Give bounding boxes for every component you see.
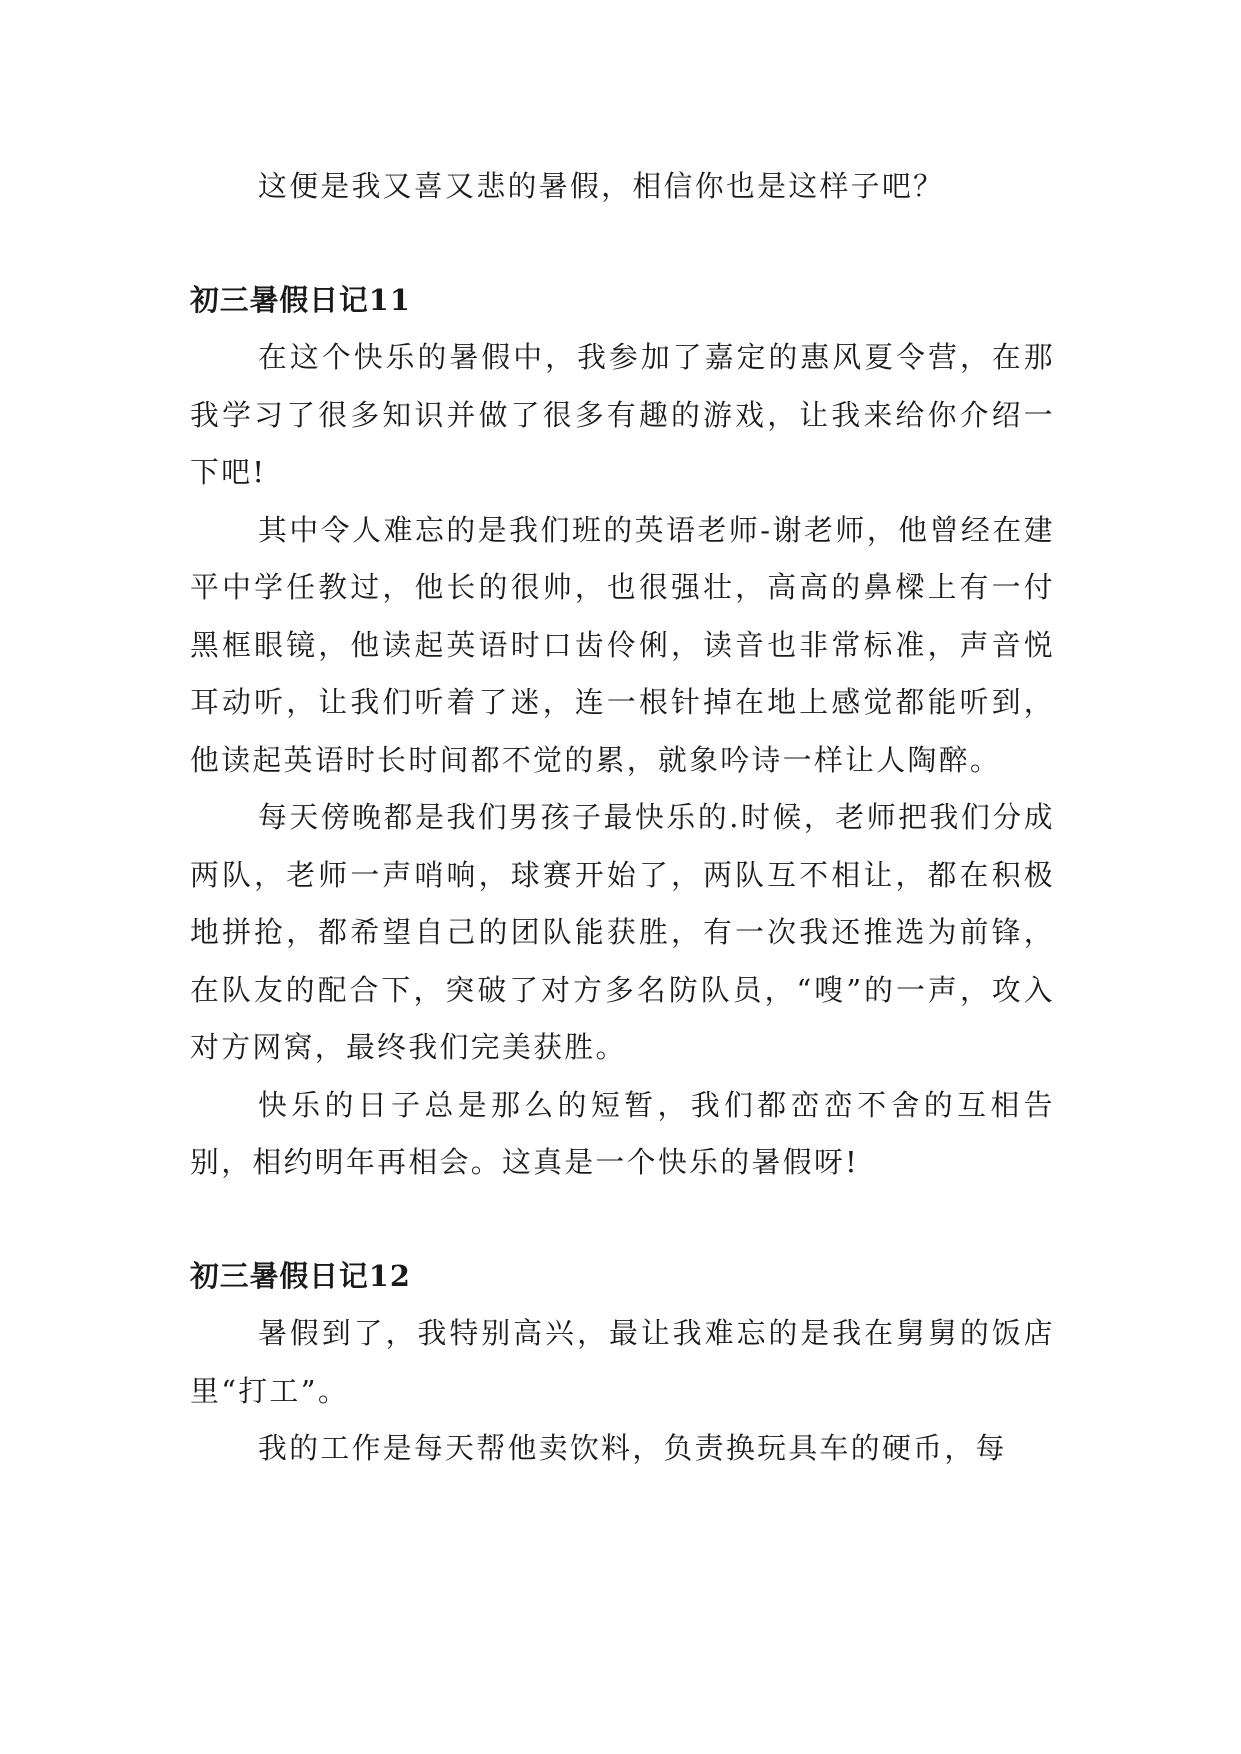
section-spacer xyxy=(190,1192,1055,1248)
paragraph: 快乐的日子总是那么的短暂，我们都峦峦不舍的互相告别，相约明年再相会。这真是一个快乐的暑假呀! xyxy=(190,1087,1055,1179)
paragraph: 暑假到了，我特别高兴，最让我难忘的是我在舅舅的饭店里“打工”。 xyxy=(190,1316,1055,1408)
paragraph: 其中令人难忘的是我们班的英语老师-谢老师，他曾经在建平中学任教过，他长的很帅，也很强壮，高高的鼻樑上有一付黑框眼镜，他读起英语时口齿伶俐，读音也非常标准，声音悦耳动听，让我们听着了迷，连一根针掉在地上感觉都能听到，他读起英语时长时间都不觉的累，就象吟诗一样让人陶醉。 xyxy=(190,512,1055,777)
diary-section-11 xyxy=(190,272,1055,1192)
intro-paragraph: 这便是我又喜又悲的暑假，相信你也是这样子吧？ xyxy=(258,169,945,203)
section-heading: 初三暑假日记12 xyxy=(190,1258,411,1293)
paragraph: 在这个快乐的暑假中，我参加了嘉定的惠风夏令营，在那我学习了很多知识并做了很多有趣的游戏，让我来给你介绍一下吧! xyxy=(190,340,1055,489)
paragraph: 每天傍晚都是我们男孩子最快乐的.时候，老师把我们分成两队，老师一声哨响，球赛开始了，两队互不相让，都在积极地拼抢，都希望自己的团队能获胜，有一次我还推选为前锋，在队友的配合下，突破了对方多名防队员，“嗖”的一声，攻入对方网窝，最终我们完美获胜。 xyxy=(190,800,1055,1064)
paragraph: 我的工作是每天帮他卖饮料，负责换玩具车的硬币，每 xyxy=(258,1431,1007,1465)
section-spacer xyxy=(190,216,1055,272)
document-body xyxy=(190,158,1055,1478)
section-heading: 初三暑假日记11 xyxy=(190,282,411,317)
diary-section-12 xyxy=(190,1248,1055,1478)
